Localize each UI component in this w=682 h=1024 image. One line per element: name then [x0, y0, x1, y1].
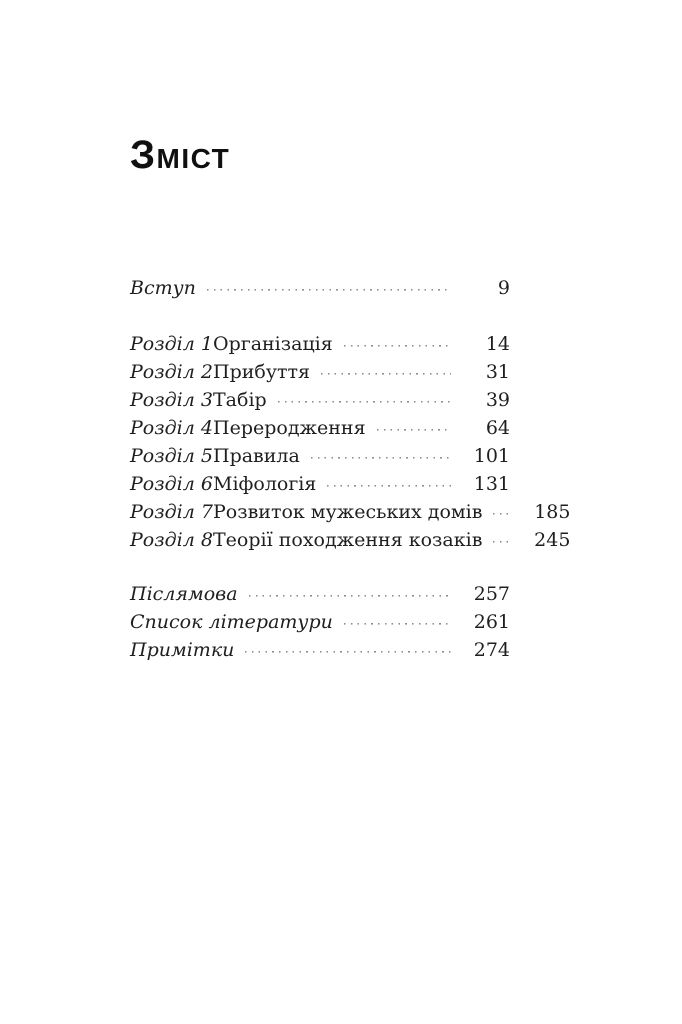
- entry-title: Розвиток мужеських домів: [213, 501, 483, 523]
- dot-leader: [344, 345, 451, 347]
- entry-title: Організація: [213, 333, 333, 355]
- page-number: 31: [485, 361, 510, 383]
- page-number: 245: [534, 529, 571, 551]
- dot-leader: [377, 429, 451, 431]
- page-number: 131: [473, 473, 510, 495]
- page-number: 274: [473, 639, 510, 661]
- page-title: Зміст: [130, 133, 231, 177]
- entry-label: Розділ 2: [130, 361, 213, 383]
- toc-entry-vstup: [130, 274, 510, 302]
- entry-label: Розділ 4: [130, 417, 213, 439]
- toc-entry-chapter-6: [130, 470, 510, 498]
- entry-title: Теорії походження козаків: [213, 529, 483, 551]
- page-number: 257: [473, 583, 510, 605]
- page-number: 14: [485, 333, 510, 355]
- page-number: 101: [473, 445, 510, 467]
- dot-leader: [327, 485, 451, 487]
- toc-chapters: [130, 330, 571, 554]
- toc-content: [130, 133, 571, 664]
- toc-entry-pislyamova: [130, 580, 510, 608]
- entry-label: Розділ 8: [130, 529, 213, 551]
- page-number: 9: [497, 277, 510, 299]
- entry-title: Прибуття: [213, 361, 311, 383]
- page-number: 185: [534, 501, 571, 523]
- entry-title: Переродження: [213, 417, 366, 439]
- entry-label: Список літератури: [130, 611, 333, 633]
- entry-label: Розділ 5: [130, 445, 213, 467]
- dot-leader: [321, 373, 451, 375]
- toc-entry-prymitky: [130, 636, 510, 664]
- dot-leader: [245, 651, 451, 653]
- entry-label: Розділ 3: [130, 389, 213, 411]
- dot-leader: [311, 457, 451, 459]
- entry-label: Розділ 1: [130, 333, 213, 355]
- toc-front-matter: [130, 274, 510, 302]
- toc-entry-chapter-3: [130, 386, 510, 414]
- dot-leader: [207, 289, 451, 291]
- toc-entry-chapter-7: [130, 498, 571, 526]
- page-number: 261: [473, 611, 510, 633]
- toc-entry-literatura: [130, 608, 510, 636]
- toc-entry-chapter-5: [130, 442, 510, 470]
- entry-label: Розділ 7: [130, 501, 213, 523]
- entry-title: Правила: [213, 445, 300, 467]
- entry-label: Примітки: [130, 639, 235, 661]
- entry-label: Післямова: [130, 583, 238, 605]
- entry-title: Табір: [213, 389, 267, 411]
- toc-back-matter: [130, 580, 510, 664]
- entry-label: Вступ: [130, 277, 196, 299]
- toc-entry-chapter-2: [130, 358, 510, 386]
- dot-leader: [249, 595, 451, 597]
- entry-label: Розділ 6: [130, 473, 213, 495]
- toc-entry-chapter-4: [130, 414, 510, 442]
- dot-leader: [344, 623, 451, 625]
- toc-entry-chapter-1: [130, 330, 510, 358]
- entry-title: Міфологія: [213, 473, 317, 495]
- dot-leader: [278, 401, 451, 403]
- dot-leader: [493, 513, 511, 515]
- dot-leader: [493, 541, 511, 543]
- page-number: 39: [485, 389, 510, 411]
- page-number: 64: [485, 417, 510, 439]
- toc-entry-chapter-8: [130, 526, 571, 554]
